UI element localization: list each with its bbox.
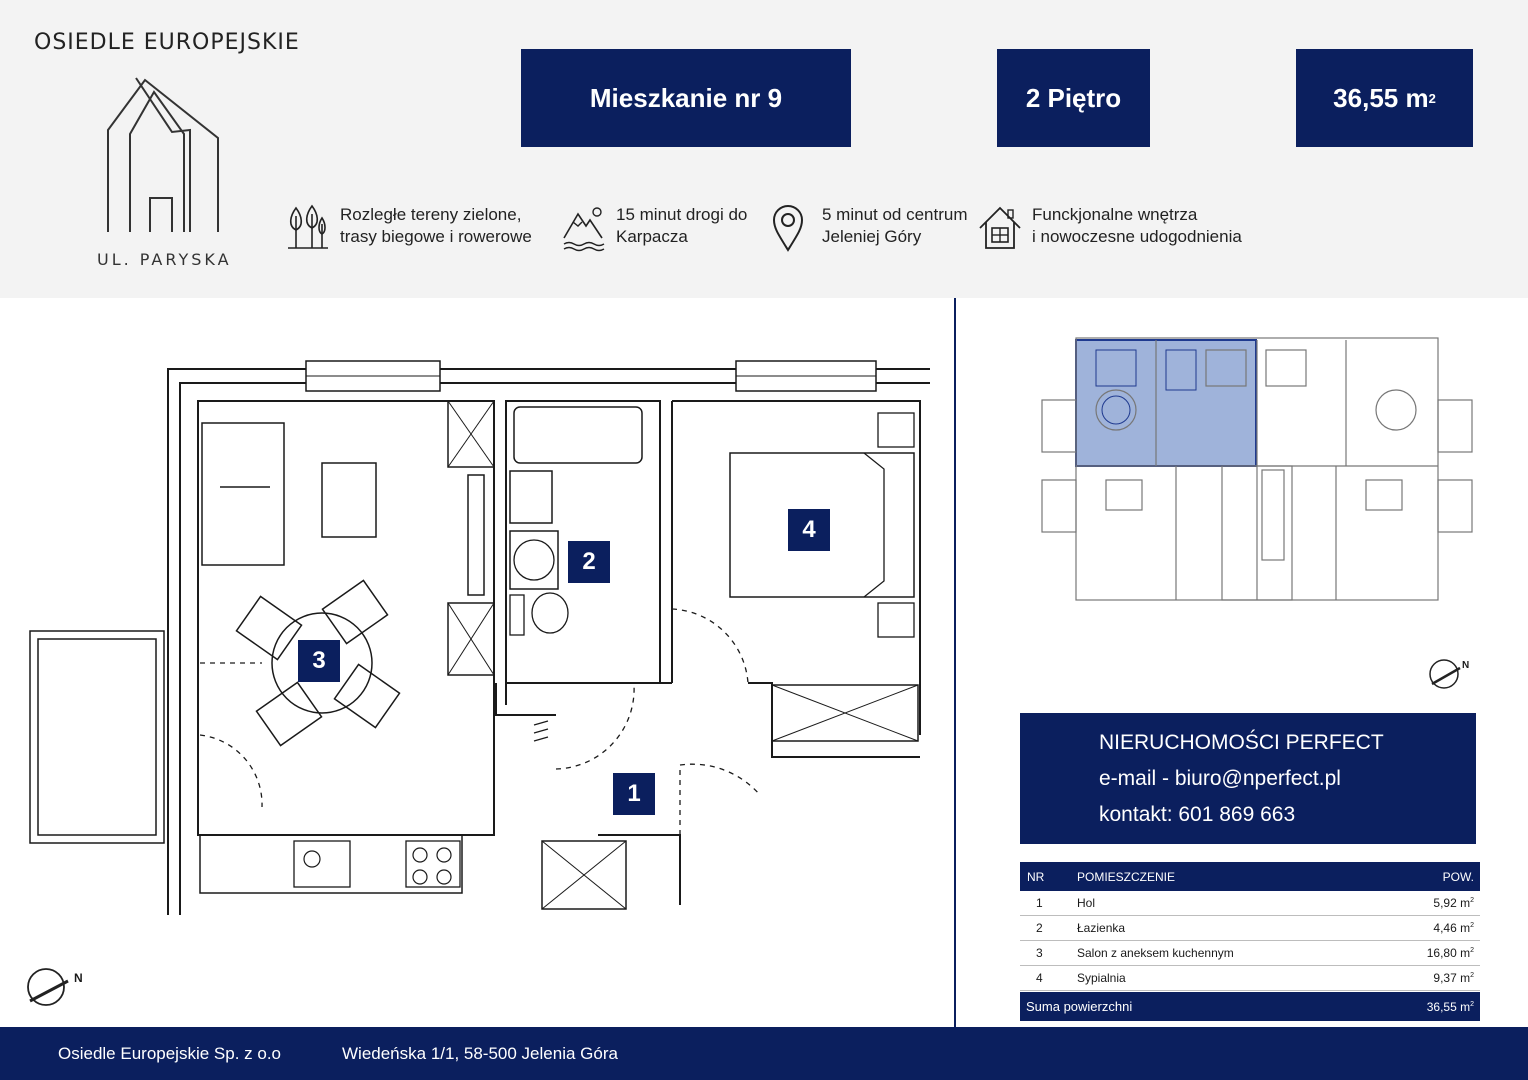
room-1-label: 1 [613,773,655,815]
compass-label: N [74,971,83,985]
footer-address: Wiedeńska 1/1, 58-500 Jelenia Góra [342,1044,618,1063]
footer [0,1027,1528,1080]
table-row: 4 Sypialnia 9,37 $m^2$ [1020,966,1480,991]
header [0,0,1528,298]
trees-icon [286,204,330,252]
floor-plan [20,345,935,920]
room-2-label: 2 [568,541,610,583]
compass-label: N [1462,660,1470,671]
mountains-icon [562,204,606,252]
compass-mini [1428,656,1468,697]
feature-interiors: Funckjonalne wnętrza i nowoczesne udogodnienia [978,204,1242,252]
compass-main [26,965,86,1014]
room-3-label: 3 [298,640,340,682]
area-table [1020,862,1480,1021]
building-key-plan [1036,330,1476,615]
room-4-label: 4 [788,509,830,551]
location-pin-icon [768,204,812,252]
apartment-number-tag: Mieszkanie nr 9 [521,49,851,147]
floor-tag: 2 Piętro [997,49,1150,147]
feature-green-areas: Rozległe tereny zielone, trasy biegowe i rowerowe [286,204,532,252]
vertical-divider [954,298,956,1027]
table-header: NR POMIESZCZENIE POW. [1020,862,1480,891]
footer-company: Osiedle Europejskie Sp. z o.o [58,1044,282,1063]
house-icon [978,204,1022,252]
brand-title: OSIEDLE EUROPEJSKIE [34,30,300,55]
table-row: 3 Salon z aneksem kuchennym 16,80 $m^2$ [1020,941,1480,966]
table-row: 1 Hol 5,92 $m^2$ [1020,891,1480,916]
contact-company: NIERUCHOMOŚCI PERFECT [1099,731,1384,754]
house-logo [100,72,230,242]
area-tag: 36,55 m 2 [1296,49,1473,147]
table-total: Suma powierzchni 36,55 $m^2$ [1020,992,1480,1021]
contact-phone[interactable]: kontakt: 601 869 663 [1099,803,1296,826]
feature-karpacz: 15 minut drogi do Karpacza [562,204,747,252]
table-row: 2 Łazienka 4,46 $m^2$ [1020,916,1480,941]
contact-email[interactable]: e-mail - biuro@nperfect.pl [1099,767,1341,790]
contact-box [1020,713,1476,844]
feature-city-center: 5 minut od centrum Jeleniej Góry [768,204,968,252]
brand-street: UL. PARYSKA [97,250,232,269]
